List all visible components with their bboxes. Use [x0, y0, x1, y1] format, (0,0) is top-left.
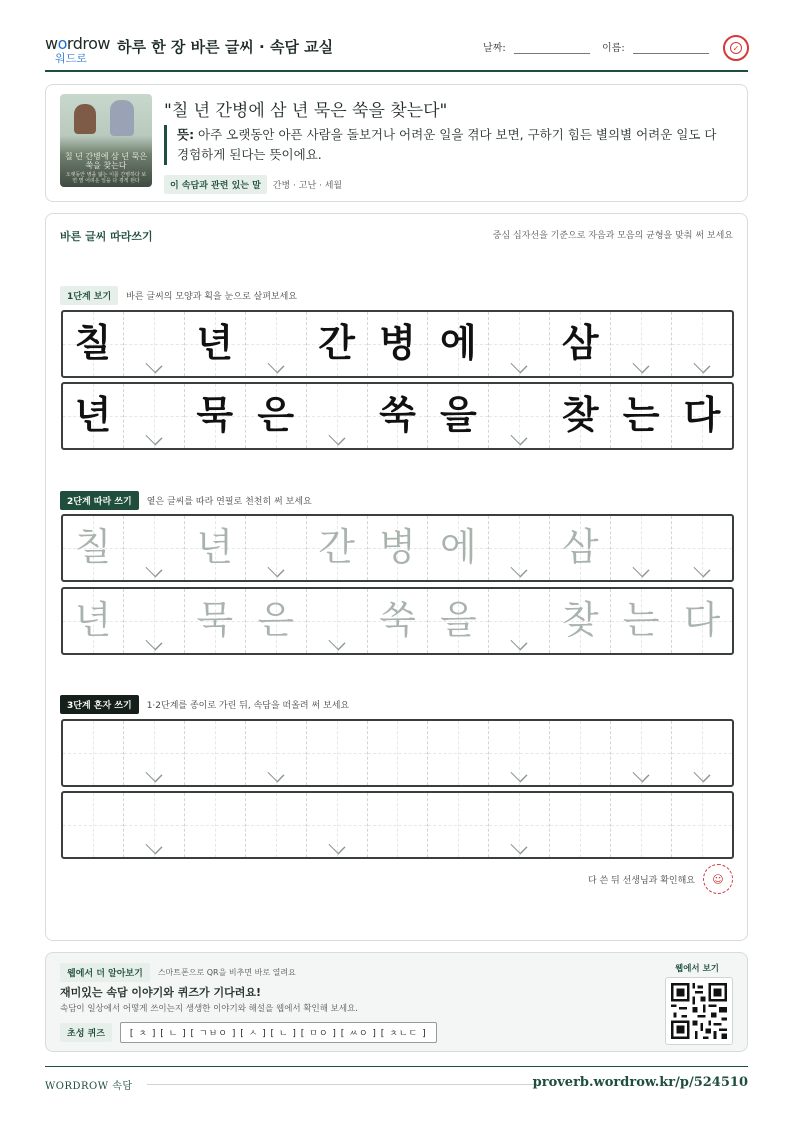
space-mark-icon	[328, 838, 345, 855]
meaning-text: 아주 오랫동안 아픈 사람을 돌보거나 어려운 일을 겪다 보면, 구하기 힘든 별의별 어려운 일도 다 경험하게 된다는 뜻이에요.	[177, 127, 717, 162]
writing-cell[interactable]	[611, 589, 672, 653]
space-cell[interactable]	[611, 721, 672, 785]
name-label: 이름:	[602, 43, 625, 54]
writing-cell	[428, 312, 489, 376]
space-mark-icon	[633, 561, 650, 578]
space-mark-icon	[633, 357, 650, 374]
page-footer	[45, 1066, 748, 1100]
related-tag: 이 속담과 관련 있는 말	[164, 175, 267, 194]
writing-cell	[185, 312, 246, 376]
space-cell[interactable]	[489, 589, 550, 653]
space-cell[interactable]	[246, 516, 307, 580]
practice-title: 바른 글씨 따라쓰기	[60, 230, 153, 243]
space-mark-icon	[694, 357, 711, 374]
writing-cell	[63, 312, 124, 376]
writing-cell[interactable]	[550, 793, 611, 857]
glyph: 는	[622, 393, 660, 437]
glyph: 칠	[74, 321, 112, 365]
writing-cell	[368, 312, 429, 376]
stage1-header	[60, 286, 297, 304]
glyph: 삼	[561, 321, 599, 365]
space-cell[interactable]	[124, 516, 185, 580]
stage1-badge: 1단계 보기	[60, 286, 118, 305]
writing-cell	[63, 384, 124, 448]
writing-cell[interactable]	[428, 793, 489, 857]
illustration-caption: 칠 년 간병에 삼 년 묵은 쑥을 찾는다	[64, 152, 148, 170]
glyph: 는	[622, 598, 660, 642]
wordrow-logo: wordrow	[45, 34, 110, 53]
space-mark-icon	[145, 766, 162, 783]
footer-url-link[interactable]: proverb.wordrow.kr/p/524510	[532, 1075, 748, 1090]
glyph: 다	[683, 393, 721, 437]
writing-cell[interactable]	[185, 589, 246, 653]
space-cell[interactable]	[489, 516, 550, 580]
stage1-text: 바른 글씨의 모양과 획을 눈으로 살펴보세요	[126, 291, 297, 302]
writing-cell	[672, 384, 732, 448]
writing-cell[interactable]	[672, 589, 732, 653]
teacher-check	[588, 864, 733, 894]
web-description: 속담이 일상에서 어떻게 쓰이는지 생생한 이야기와 해설을 웹에서 확인해 보세요.	[60, 1004, 358, 1014]
writing-cell[interactable]	[63, 516, 124, 580]
space-cell	[124, 384, 185, 448]
writing-cell[interactable]	[550, 589, 611, 653]
stage3-text: 1·2단계를 종이로 가린 뒤, 속담을 떠올려 써 보세요	[146, 700, 350, 711]
web-badge: 웹에서 더 알아보기	[60, 963, 150, 982]
illustration-subcaption: 오랫동안 병을 앓는 이를 간병하다 보면 별 어려운 일을 다 겪게 된다	[65, 172, 147, 184]
space-cell	[124, 312, 185, 376]
writing-cell[interactable]	[672, 793, 732, 857]
stage1-row-2	[61, 382, 734, 450]
space-mark-icon	[511, 561, 528, 578]
writing-cell[interactable]	[428, 516, 489, 580]
space-cell[interactable]	[124, 589, 185, 653]
writing-cell[interactable]	[550, 516, 611, 580]
glyph: 에	[440, 525, 477, 569]
writing-cell[interactable]	[611, 793, 672, 857]
glyph: 은	[257, 393, 295, 437]
qr-label: 웹에서 보기	[674, 964, 719, 974]
writing-cell[interactable]	[63, 589, 124, 653]
space-mark-icon	[633, 766, 650, 783]
writing-cell	[611, 384, 672, 448]
space-mark-icon	[267, 561, 284, 578]
date-label: 날짜:	[483, 43, 506, 54]
glyph: 년	[74, 598, 112, 642]
web-promo-box	[45, 952, 748, 1052]
glyph: 찾	[561, 598, 599, 642]
web-headline: 재미있는 속담 이야기와 퀴즈가 기다려요!	[60, 986, 261, 999]
stage1-row-1	[61, 310, 734, 378]
glyph: 찾	[561, 393, 599, 437]
space-mark-icon	[694, 766, 711, 783]
space-cell	[611, 312, 672, 376]
proverb-illustration	[60, 94, 152, 187]
chosung-quiz	[60, 1022, 437, 1043]
page-header	[45, 28, 748, 72]
space-cell[interactable]	[489, 721, 550, 785]
writing-cell[interactable]	[428, 721, 489, 785]
space-mark-icon	[694, 561, 711, 578]
space-mark-icon	[145, 634, 162, 651]
space-mark-icon	[328, 429, 345, 446]
web-top	[60, 963, 296, 982]
qr-code-icon[interactable]	[665, 977, 733, 1045]
stage2-row-2[interactable]	[61, 587, 734, 655]
footer-divider	[147, 1084, 537, 1085]
stage3-row-2[interactable]	[61, 791, 734, 859]
space-cell[interactable]	[611, 516, 672, 580]
practice-note: 중심 십자선을 기준으로 자음과 모음의 균형을 맞춰 써 보세요	[492, 231, 733, 241]
space-cell	[489, 312, 550, 376]
space-cell	[489, 384, 550, 448]
proverb-meaning	[164, 125, 724, 165]
space-cell	[672, 312, 732, 376]
quiz-answer-box: [ ㅊ ] [ ㄴ ] [ ㄱㅂㅇ ] [ ㅅ ] [ ㄴ ] [ ㅁㅇ ] [ ㅆㅇ ] [ ㅊㄴㄷ ]	[120, 1022, 437, 1043]
writing-cell[interactable]	[63, 793, 124, 857]
writing-cell	[368, 384, 429, 448]
space-mark-icon	[267, 357, 284, 374]
space-mark-icon	[145, 561, 162, 578]
stage2-row-1[interactable]	[61, 514, 734, 582]
stage2-text: 옅은 글씨를 따라 연필로 천천히 써 보세요	[146, 496, 312, 507]
teacher-stamp-icon: ☺	[703, 864, 733, 894]
glyph: 을	[440, 393, 477, 437]
space-cell[interactable]	[246, 721, 307, 785]
writing-cell[interactable]	[368, 721, 429, 785]
space-cell[interactable]	[307, 589, 368, 653]
space-cell[interactable]	[124, 721, 185, 785]
glyph: 은	[257, 598, 295, 642]
glyph: 에	[440, 321, 477, 365]
writing-cell[interactable]	[428, 589, 489, 653]
writing-cell	[428, 384, 489, 448]
proverb-card	[45, 84, 748, 202]
stage2-header	[60, 491, 312, 509]
quiz-label: 초성 퀴즈	[60, 1023, 112, 1042]
glyph: 다	[683, 598, 721, 642]
meaning-label: 뜻:	[177, 127, 195, 142]
related-words	[164, 175, 342, 194]
space-cell[interactable]	[124, 793, 185, 857]
writing-cell[interactable]	[307, 721, 368, 785]
space-mark-icon	[145, 429, 162, 446]
space-mark-icon	[328, 634, 345, 651]
space-mark-icon	[511, 357, 528, 374]
writing-cell[interactable]	[185, 721, 246, 785]
web-hint: 스마트폰으로 QR을 비추면 바로 열려요	[157, 968, 296, 977]
space-cell	[246, 312, 307, 376]
writing-cell[interactable]	[185, 793, 246, 857]
page-title: 하루 한 장 바른 글씨 · 속담 교실	[117, 38, 334, 56]
space-mark-icon	[511, 838, 528, 855]
writing-cell[interactable]	[368, 516, 429, 580]
name-field[interactable]	[602, 39, 709, 54]
date-field[interactable]	[483, 39, 590, 54]
space-mark-icon	[145, 838, 162, 855]
glyph: 쑥	[379, 598, 416, 642]
footer-brand: WORDROW 속담	[45, 1081, 133, 1092]
glyph: 묵	[196, 598, 234, 642]
space-cell[interactable]	[672, 516, 732, 580]
writing-cell[interactable]	[368, 589, 429, 653]
writing-cell[interactable]	[185, 516, 246, 580]
stage2-badge: 2단계 따라 쓰기	[60, 491, 139, 510]
space-mark-icon	[511, 429, 528, 446]
glyph: 쑥	[379, 393, 416, 437]
qr-code-graphic	[671, 983, 727, 1039]
writing-cell[interactable]	[246, 589, 307, 653]
glyph: 병	[379, 321, 416, 365]
space-mark-icon	[267, 766, 284, 783]
space-mark-icon	[511, 634, 528, 651]
writing-cell	[307, 312, 368, 376]
glyph: 병	[379, 525, 416, 569]
space-cell[interactable]	[307, 793, 368, 857]
space-mark-icon	[145, 357, 162, 374]
space-cell[interactable]	[489, 793, 550, 857]
stage3-header	[60, 695, 349, 713]
approval-stamp-icon: ✓	[723, 35, 749, 61]
check-note-text: 다 쓴 뒤 선생님과 확인해요	[587, 875, 695, 886]
glyph: 묵	[196, 393, 234, 437]
proverb-quote: "칠 년 간병에 삼 년 묵은 쑥을 찾는다"	[164, 101, 448, 121]
glyph: 년	[74, 393, 112, 437]
related-list: 간병 · 고난 · 세월	[272, 181, 343, 191]
writing-cell[interactable]	[368, 793, 429, 857]
logo-subtext: 워드로	[55, 52, 87, 65]
writing-cell[interactable]	[63, 721, 124, 785]
glyph: 을	[440, 598, 477, 642]
space-mark-icon	[511, 766, 528, 783]
space-cell[interactable]	[672, 721, 732, 785]
glyph: 간	[318, 321, 355, 365]
writing-cell	[550, 312, 611, 376]
stage3-row-1[interactable]	[61, 719, 734, 787]
writing-cell	[550, 384, 611, 448]
writing-cell[interactable]	[246, 793, 307, 857]
space-cell	[307, 384, 368, 448]
writing-cell	[185, 384, 246, 448]
writing-cell[interactable]	[550, 721, 611, 785]
stage3-badge: 3단계 혼자 쓰기	[60, 695, 139, 714]
writing-cell	[246, 384, 307, 448]
glyph: 간	[318, 525, 355, 569]
glyph: 년	[196, 321, 234, 365]
practice-section	[45, 213, 748, 941]
writing-cell[interactable]	[307, 516, 368, 580]
glyph: 년	[196, 525, 234, 569]
glyph: 칠	[74, 525, 112, 569]
glyph: 삼	[561, 525, 599, 569]
